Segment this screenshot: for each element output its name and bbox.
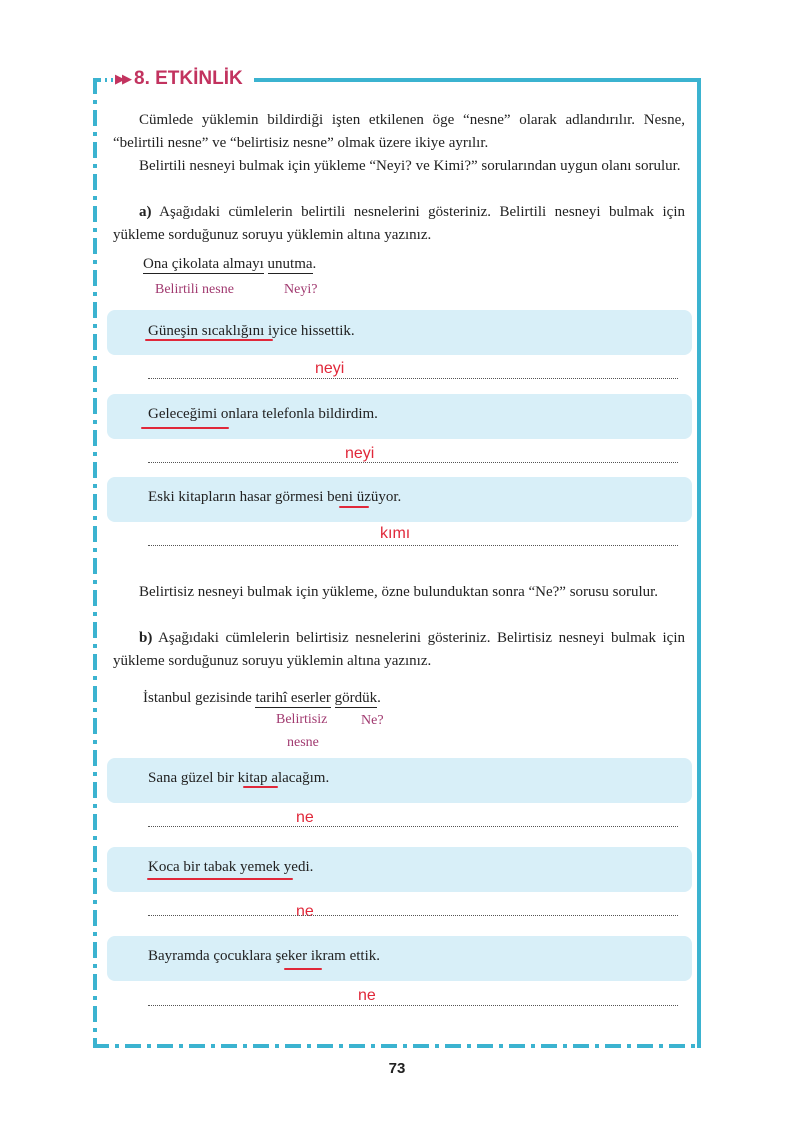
sentence-b3-pre: Bayramda çocuklara [148, 948, 276, 964]
sentence-b2-object: Koca bir tabak yemek [148, 859, 281, 875]
sentence-b3 [148, 948, 380, 965]
handwritten-underline-a3 [339, 506, 369, 508]
sentence-b1-post: alacağım. [267, 770, 330, 786]
answer-line-a1[interactable] [148, 378, 678, 379]
example-b-object-note-2: nesne [287, 735, 319, 750]
example-a-verb: unutma [267, 256, 313, 272]
intro-paragraph-1: Cümlede yüklemin bildirdiği işten etkilenen öge “nesne” olarak adlandırılır. Nesne, “belirtili nesne” ve “belirtisiz nesne” olmak üzere ikiye ayrılır. [113, 112, 685, 151]
frame-bottom-border [93, 1044, 701, 1048]
answer-b3[interactable]: ne [358, 987, 376, 1004]
example-b-pre: İstanbul gezisinde [143, 690, 256, 706]
sentence-b3-post: ikram ettik. [307, 948, 380, 964]
sentence-a3-object: beni [327, 489, 353, 505]
instruction-b-label: b) [139, 630, 153, 646]
answer-a2[interactable]: neyi [345, 445, 375, 462]
sentence-a1 [148, 323, 355, 340]
frame-right-border [697, 78, 701, 1048]
answer-line-a3[interactable] [148, 545, 678, 546]
sentence-b2-post: yedi. [280, 859, 314, 875]
sentence-a2-post: onlara telefonla bildirdim. [217, 406, 378, 422]
sentence-a2-object: Geleceğimi [148, 406, 218, 422]
example-a-verb-note: Neyi? [284, 282, 318, 297]
handwritten-underline-a2 [141, 427, 229, 429]
handwritten-underline-a1 [145, 339, 273, 341]
section-b-paragraph: Belirtisiz nesneyi bulmak için yükleme, özne bulunduktan sonra “Ne?” sorusu sorulur. [139, 584, 659, 600]
sentence-a1-post: iyice hissettik. [264, 323, 355, 339]
sentence-b1 [148, 770, 329, 787]
answer-a3[interactable]: kımı [380, 525, 411, 542]
answer-line-b2[interactable] [148, 915, 678, 916]
answer-line-b3[interactable] [148, 1005, 678, 1006]
sentence-b1-pre: Sana güzel bir [148, 770, 238, 786]
instruction-a-label: a) [139, 204, 152, 220]
answer-b1[interactable]: ne [296, 809, 314, 826]
example-b-object: tarihî eserler [255, 690, 331, 706]
answer-line-a2[interactable] [148, 462, 678, 463]
instruction-a [113, 201, 685, 247]
sentence-b2 [148, 859, 313, 876]
example-b-object-note-1: Belirtisiz [276, 712, 328, 727]
double-arrow-icon: ▶▶ [115, 71, 129, 86]
frame-top-left-border [93, 78, 113, 82]
sentence-a3-post: üzüyor. [352, 489, 402, 505]
frame-left-border [93, 78, 97, 1048]
sentence-a1-object: Güneşin sıcaklığını [148, 323, 265, 339]
answer-b2[interactable]: ne [296, 903, 314, 920]
intro-paragraph-2: Belirtili nesneyi bulmak için yükleme “Neyi? ve Kimi?” sorularından uygun olanı sorulur. [139, 158, 681, 174]
page-number: 73 [388, 1060, 406, 1077]
sentence-b1-object: kitap [237, 770, 268, 786]
sentence-b3-object: şeker [275, 948, 308, 964]
example-b-verb-note: Ne? [361, 713, 384, 728]
handwritten-underline-b3 [284, 968, 322, 970]
sentence-a3 [148, 489, 401, 506]
instruction-b-text: Aşağıdaki cümlelerin belirtisiz nesnelerini gösteriniz. Belirtisiz nesneyi bulmak için yükleme sorduğunuz soruyu yüklemin altına yazınız. [113, 630, 685, 669]
answer-line-b1[interactable] [148, 826, 678, 827]
example-a-end: . [312, 256, 317, 272]
instruction-b [113, 627, 685, 673]
example-a-object: Ona çikolata almayı [143, 256, 264, 272]
example-a-sentence [143, 256, 316, 273]
example-b-end: . [377, 690, 381, 706]
activity-title [115, 68, 247, 90]
sentence-a2 [148, 406, 378, 423]
activity-title-text: 8. ETKİNLİK [134, 68, 243, 89]
instruction-a-text: Aşağıdaki cümlelerin belirtili nesnelerini gösteriniz. Belirtili nesneyi bulmak için yükleme sorduğunuz soruyu yüklemin altına yazınız. [113, 204, 685, 243]
sentence-a3-pre: Eski kitapların hasar görmesi [148, 489, 328, 505]
example-b-verb: gördük [334, 690, 378, 706]
handwritten-underline-b1 [243, 786, 278, 788]
handwritten-underline-b2 [147, 878, 293, 880]
frame-top-right-border [254, 78, 701, 82]
example-a-object-note: Belirtili nesne [155, 282, 234, 297]
answer-a1[interactable]: neyi [315, 360, 345, 377]
example-b-sentence [143, 690, 381, 707]
